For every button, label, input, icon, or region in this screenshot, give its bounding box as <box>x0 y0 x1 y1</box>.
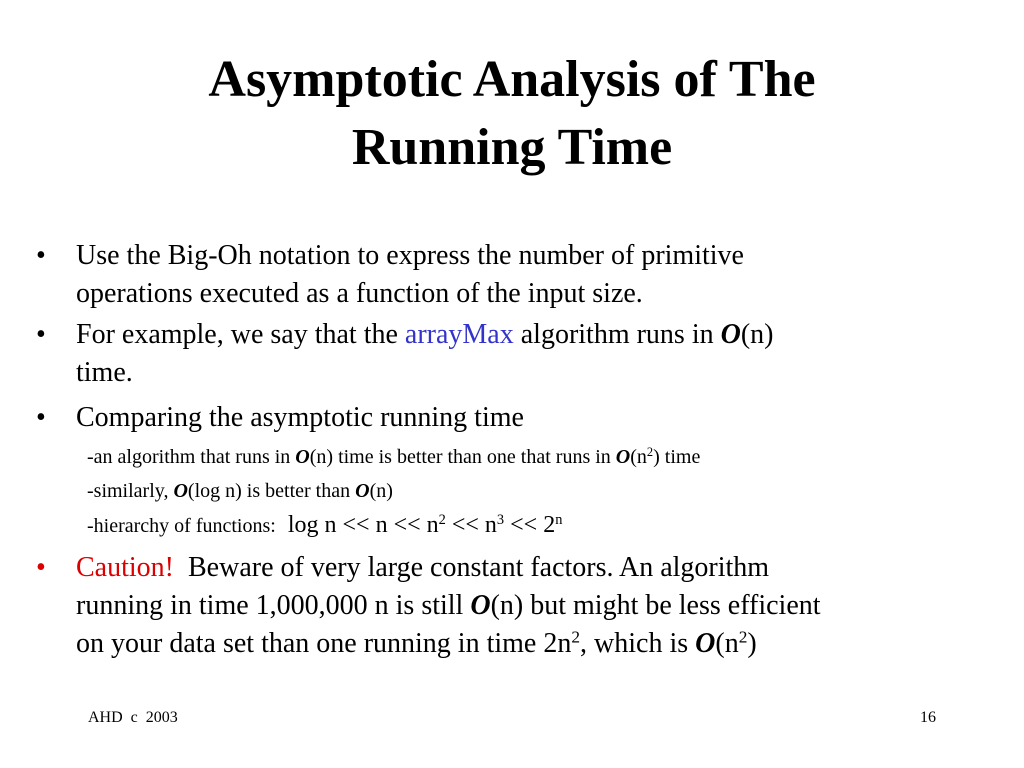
big-o-symbol: O <box>173 480 188 502</box>
big-o-symbol: O <box>295 446 310 468</box>
text-run: , which is <box>580 628 696 659</box>
text-run: algorithm runs in <box>513 319 721 350</box>
text-run: -an algorithm that runs in <box>87 446 296 468</box>
bullet-text <box>76 549 991 663</box>
text-run: ) <box>747 628 757 659</box>
text-run: (n) <box>369 480 393 502</box>
text-run: << 2 <box>504 512 556 538</box>
sub-item-runs-in <box>87 443 987 471</box>
exponent: 2 <box>571 627 581 647</box>
exponent: 2 <box>438 512 446 529</box>
slide-title <box>0 46 1024 182</box>
text-run: (n) <box>740 319 774 350</box>
big-o-symbol: O <box>470 590 491 621</box>
big-o-symbol: O <box>355 480 370 502</box>
bullet-text <box>76 316 991 392</box>
text-run: running in time 1,000,000 n is still <box>76 590 471 621</box>
text-run: -hierarchy of functions: <box>87 515 276 537</box>
bullet-line <box>76 316 991 354</box>
bullet-line: time. <box>76 357 133 388</box>
exponent: 3 <box>496 512 505 529</box>
text-run: (n) time is better than one that runs in <box>309 446 616 468</box>
bullet-dot: • <box>36 319 46 350</box>
exponent: 2 <box>738 627 748 647</box>
footer-credit: AHD c 2003 <box>88 709 178 726</box>
caution-label: Caution! <box>76 552 174 583</box>
sub-item-hierarchy <box>87 511 987 540</box>
bullet-line <box>76 625 991 663</box>
bullet-dot: • <box>36 240 46 271</box>
bullet-line: operations executed as a function of the input size. <box>76 278 643 309</box>
bullet-text <box>76 237 991 313</box>
exponent: n <box>555 512 563 529</box>
title-line-1: Asymptotic Analysis of The <box>208 51 816 108</box>
bullet-line: Use the Big-Oh notation to express the number of primitive <box>76 240 744 271</box>
text-run: (n <box>715 628 739 659</box>
sub-item-similarly <box>87 477 987 505</box>
text-run: (n <box>630 446 647 468</box>
title-line-2: Running Time <box>351 119 673 176</box>
big-o-symbol: O <box>615 446 631 468</box>
bullet-dot: • <box>36 402 46 433</box>
exponent: 2 <box>646 445 654 460</box>
text-run: (log n) is better than <box>187 480 356 502</box>
hierarchy-expression <box>288 512 563 538</box>
text-run: -similarly, <box>87 480 174 502</box>
text-run: on your data set than one running in time 2n <box>76 628 572 659</box>
text-run: (n) but might be less efficient <box>490 590 821 621</box>
bullet-line <box>76 587 991 625</box>
big-o-symbol: O <box>695 628 716 659</box>
bullet-line <box>76 549 991 587</box>
bullet-text: Comparing the asymptotic running time <box>76 402 524 433</box>
big-o-symbol: O <box>720 319 741 350</box>
text-run: log n << n << n <box>287 512 439 538</box>
page-number: 16 <box>920 709 936 726</box>
text-run: << n <box>445 512 497 538</box>
arraymax-highlight: arrayMax <box>404 319 514 350</box>
text-run: Beware of very large constant factors. An algorithm <box>174 552 770 583</box>
text-run: ) time <box>653 446 701 468</box>
bullet-dot: • <box>36 552 46 583</box>
text-run: For example, we say that the <box>76 319 405 350</box>
